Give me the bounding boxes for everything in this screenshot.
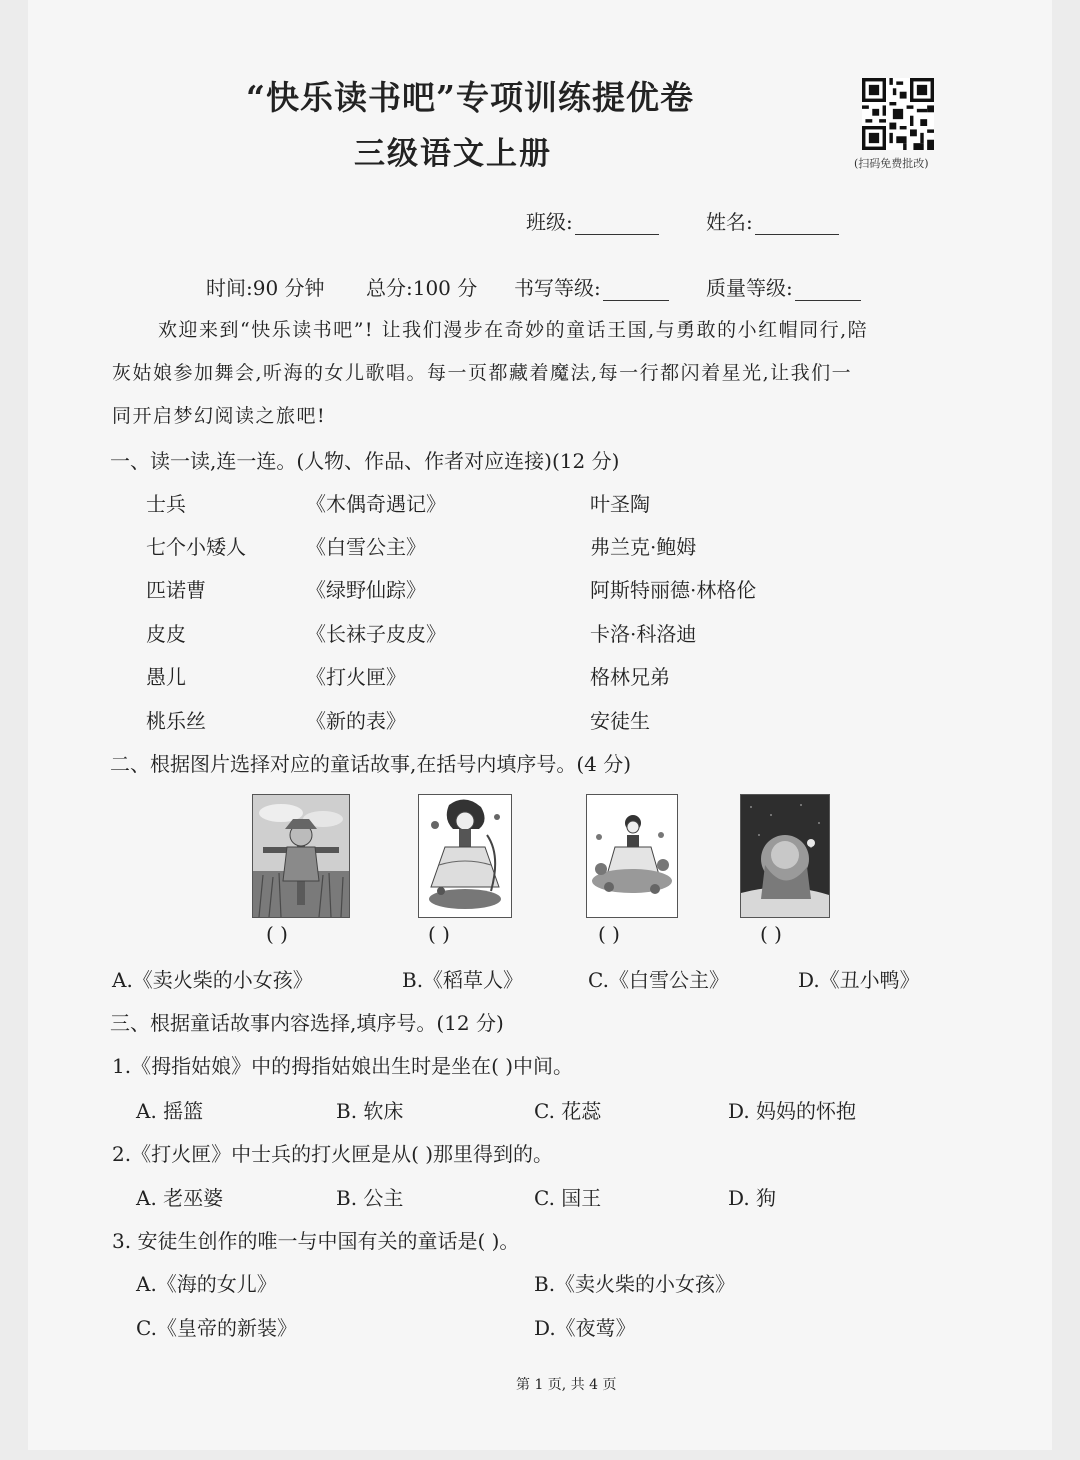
author-4[interactable]: 卡洛·科洛迪: [590, 622, 697, 646]
class-label: 班级:: [526, 210, 573, 234]
work-3[interactable]: 《绿野仙踪》: [306, 578, 426, 602]
match-girl-illustration: [741, 795, 829, 917]
quality-grade-field[interactable]: [706, 272, 861, 301]
princess-illustration: [419, 795, 511, 917]
writing-grade-label: 书写等级:: [514, 276, 601, 300]
quality-grade-blank[interactable]: [795, 300, 861, 301]
character-3[interactable]: 匹诺曹: [146, 578, 206, 602]
q1-option-c[interactable]: C. 花蕊: [534, 1099, 602, 1123]
author-1[interactable]: 叶圣陶: [590, 492, 650, 516]
writing-grade-field[interactable]: [514, 272, 669, 301]
qr-code-icon: [862, 78, 934, 154]
q2-option-a[interactable]: A. 老巫婆: [136, 1186, 224, 1210]
picture2-answer-blank[interactable]: ( ): [428, 922, 450, 946]
scarecrow-picture: [252, 794, 350, 918]
q3-option-c[interactable]: C.《皇帝的新装》: [136, 1316, 297, 1340]
q3-option-b[interactable]: B.《卖火柴的小女孩》: [534, 1272, 736, 1296]
name-field[interactable]: [706, 206, 839, 235]
q1-option-a[interactable]: A. 摇篮: [136, 1099, 204, 1123]
q2-option-d[interactable]: D. 狗: [728, 1186, 777, 1210]
qr-code-graphic: [862, 78, 934, 150]
match-girl-picture: [740, 794, 830, 918]
author-5[interactable]: 格林兄弟: [590, 665, 670, 689]
q1-option-d[interactable]: D. 妈妈的怀抱: [728, 1099, 857, 1123]
work-4[interactable]: 《长袜子皮皮》: [306, 622, 446, 646]
work-2[interactable]: 《白雪公主》: [306, 535, 426, 559]
q3-option-a[interactable]: A.《海的女儿》: [136, 1272, 277, 1296]
q2-option-b[interactable]: B. 公主: [336, 1186, 404, 1210]
name-blank[interactable]: [755, 234, 839, 235]
time-info: 时间:90 分钟: [206, 276, 325, 300]
section1-heading: 一、读一读,连一连。(人物、作品、作者对应连接)(12 分): [110, 449, 620, 473]
scarecrow-illustration: [253, 795, 349, 917]
author-3[interactable]: 阿斯特丽德·林格伦: [590, 578, 757, 602]
picture3-answer-blank[interactable]: ( ): [598, 922, 620, 946]
class-blank[interactable]: [575, 234, 659, 235]
section2-option-a: A.《卖火柴的小女孩》: [112, 968, 313, 992]
page-number: 第 1 页, 共 4 页: [516, 1377, 617, 1393]
class-field[interactable]: [526, 206, 659, 235]
intro-line-3: 同开启梦幻阅读之旅吧!: [112, 405, 327, 427]
intro-line-2: 灰姑娘参加舞会,听海的女儿歌唱。每一页都藏着魔法,每一行都闪着星光,让我们一: [112, 362, 853, 384]
section2-option-c: C.《白雪公主》: [588, 968, 729, 992]
character-6[interactable]: 桃乐丝: [146, 709, 206, 733]
section2-heading: 二、根据图片选择对应的童话故事,在括号内填序号。(4 分): [110, 752, 632, 776]
section3-heading: 三、根据童话故事内容选择,填序号。(12 分): [110, 1011, 504, 1035]
character-5[interactable]: 愚儿: [146, 665, 186, 689]
princess-with-birds-picture: [418, 794, 512, 918]
section2-option-d: D.《丑小鸭》: [798, 968, 920, 992]
work-1[interactable]: 《木偶奇遇记》: [306, 492, 446, 516]
question-3[interactable]: 3. 安徒生创作的唯一与中国有关的童话是( )。: [112, 1229, 520, 1253]
section2-option-b: B.《稻草人》: [402, 968, 524, 992]
picture1-answer-blank[interactable]: ( ): [266, 922, 288, 946]
character-2[interactable]: 七个小矮人: [146, 535, 246, 559]
exam-subtitle: 三级语文上册: [354, 136, 552, 172]
name-label: 姓名:: [706, 210, 753, 234]
princess-with-animals-picture: [586, 794, 678, 918]
score-info: 总分:100 分: [366, 276, 478, 300]
picture4-answer-blank[interactable]: ( ): [760, 922, 782, 946]
exam-page: [28, 0, 1052, 1450]
quality-grade-label: 质量等级:: [706, 276, 793, 300]
question-2[interactable]: 2.《打火匣》中士兵的打火匣是从( )那里得到的。: [112, 1142, 554, 1166]
intro-line-1: 欢迎来到“快乐读书吧”! 让我们漫步在奇妙的童话王国,与勇敢的小红帽同行,陪: [158, 319, 869, 341]
work-6[interactable]: 《新的表》: [306, 709, 406, 733]
character-1[interactable]: 士兵: [146, 492, 186, 516]
exam-title: “快乐读书吧”专项训练提优卷: [246, 78, 694, 117]
writing-grade-blank[interactable]: [603, 300, 669, 301]
q3-option-d[interactable]: D.《夜莺》: [534, 1316, 636, 1340]
work-5[interactable]: 《打火匣》: [306, 665, 406, 689]
question-1[interactable]: 1.《拇指姑娘》中的拇指姑娘出生时是坐在( )中间。: [112, 1054, 574, 1078]
snow-white-illustration: [587, 795, 677, 917]
q1-option-b[interactable]: B. 软床: [336, 1099, 404, 1123]
author-6[interactable]: 安徒生: [590, 709, 650, 733]
author-2[interactable]: 弗兰克·鲍姆: [590, 535, 697, 559]
q2-option-c[interactable]: C. 国王: [534, 1186, 602, 1210]
character-4[interactable]: 皮皮: [146, 622, 186, 646]
qr-caption: (扫码免费批改): [854, 157, 929, 170]
